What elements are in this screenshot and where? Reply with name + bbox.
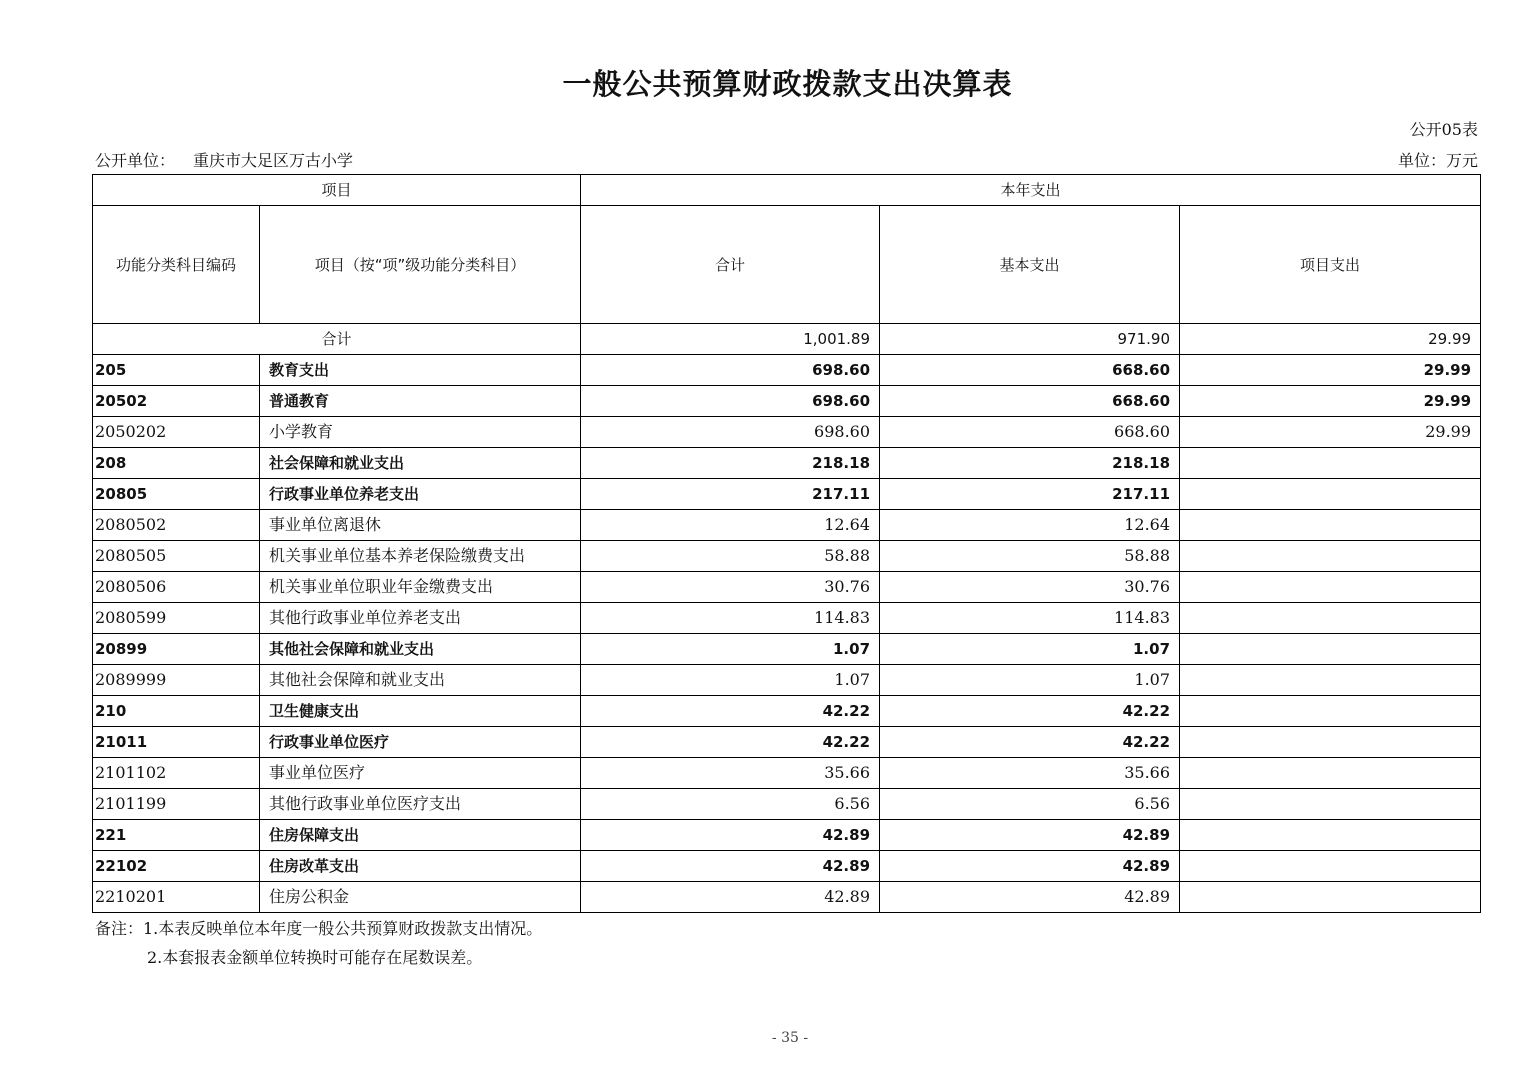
form-number: 公开05表: [1409, 120, 1478, 139]
row-basic: 218.18: [880, 448, 1180, 479]
total-label: 合计: [93, 324, 581, 355]
table-row: [93, 479, 1481, 510]
table-row: [93, 851, 1481, 882]
row-code: 22102: [93, 851, 260, 882]
row-code: 20805: [93, 479, 260, 510]
row-name: 其他行政事业单位医疗支出: [260, 789, 581, 820]
row-total: 218.18: [581, 448, 880, 479]
page-number: - 35 -: [771, 1030, 809, 1046]
expenditure-table: [92, 174, 1481, 913]
header-total: 合计: [581, 206, 880, 324]
row-basic: 12.64: [880, 510, 1180, 541]
row-name: 社会保障和就业支出: [260, 448, 581, 479]
row-basic: 30.76: [880, 572, 1180, 603]
row-name: 住房公积金: [260, 882, 581, 913]
row-project: [1180, 882, 1481, 913]
row-project: [1180, 696, 1481, 727]
row-total: 35.66: [581, 758, 880, 789]
table-row: [93, 789, 1481, 820]
notes: [95, 914, 542, 972]
row-total: 42.22: [581, 696, 880, 727]
row-project: [1180, 727, 1481, 758]
table-row: [93, 758, 1481, 789]
header-project: 项目: [93, 175, 581, 206]
total-amount: 1,001.89: [581, 324, 880, 355]
row-basic: 668.60: [880, 417, 1180, 448]
table-row: [93, 417, 1481, 448]
header-name: 项目（按“项”级功能分类科目）: [260, 206, 581, 324]
total-project: 29.99: [1180, 324, 1481, 355]
row-basic: 42.89: [880, 882, 1180, 913]
unit-name: 重庆市大足区万古小学: [193, 151, 354, 170]
reporting-unit: [95, 148, 353, 171]
row-total: 12.64: [581, 510, 880, 541]
row-project: [1180, 789, 1481, 820]
row-basic: 668.60: [880, 386, 1180, 417]
row-code: 20502: [93, 386, 260, 417]
unit-label: 公开单位：: [95, 151, 176, 170]
row-project: [1180, 572, 1481, 603]
row-code: 21011: [93, 727, 260, 758]
row-basic: 114.83: [880, 603, 1180, 634]
row-basic: 1.07: [880, 634, 1180, 665]
row-total: 58.88: [581, 541, 880, 572]
row-code: 2210201: [93, 882, 260, 913]
row-project: [1180, 820, 1481, 851]
table-row: [93, 634, 1481, 665]
note-2: 2.本套报表金额单位转换时可能存在尾数误差。: [147, 948, 483, 967]
row-name: 行政事业单位医疗: [260, 727, 581, 758]
row-basic: 58.88: [880, 541, 1180, 572]
row-name: 其他社会保障和就业支出: [260, 634, 581, 665]
row-basic: 217.11: [880, 479, 1180, 510]
row-basic: 668.60: [880, 355, 1180, 386]
row-name: 其他行政事业单位养老支出: [260, 603, 581, 634]
row-name: 机关事业单位职业年金缴费支出: [260, 572, 581, 603]
row-total: 42.89: [581, 851, 880, 882]
table-row: [93, 448, 1481, 479]
row-project: [1180, 603, 1481, 634]
row-code: 2080505: [93, 541, 260, 572]
row-name: 住房改革支出: [260, 851, 581, 882]
header-project-exp: 项目支出: [1180, 206, 1481, 324]
page-title: 一般公共预算财政拨款支出决算表: [562, 67, 1013, 101]
table-row: [93, 541, 1481, 572]
row-total: 30.76: [581, 572, 880, 603]
row-code: 208: [93, 448, 260, 479]
total-row: [93, 324, 1481, 355]
row-total: 698.60: [581, 417, 880, 448]
row-project: [1180, 665, 1481, 696]
row-code: 2050202: [93, 417, 260, 448]
row-name: 卫生健康支出: [260, 696, 581, 727]
row-name: 其他社会保障和就业支出: [260, 665, 581, 696]
row-total: 698.60: [581, 386, 880, 417]
row-basic: 1.07: [880, 665, 1180, 696]
row-total: 1.07: [581, 665, 880, 696]
row-total: 1.07: [581, 634, 880, 665]
row-code: 221: [93, 820, 260, 851]
table-row: [93, 510, 1481, 541]
table-row: [93, 603, 1481, 634]
table-row: [93, 727, 1481, 758]
row-total: 698.60: [581, 355, 880, 386]
row-total: 42.22: [581, 727, 880, 758]
total-basic: 971.90: [880, 324, 1180, 355]
row-code: 2080599: [93, 603, 260, 634]
row-project: [1180, 541, 1481, 572]
row-code: 2101199: [93, 789, 260, 820]
row-total: 42.89: [581, 820, 880, 851]
row-code: 2089999: [93, 665, 260, 696]
table-row: [93, 665, 1481, 696]
row-project: 29.99: [1180, 355, 1481, 386]
row-project: [1180, 634, 1481, 665]
row-total: 217.11: [581, 479, 880, 510]
row-project: [1180, 851, 1481, 882]
table-row: [93, 572, 1481, 603]
header-code: 功能分类科目编码: [93, 206, 260, 324]
currency-unit: 单位：万元: [1397, 151, 1478, 170]
row-code: 2101102: [93, 758, 260, 789]
row-project: 29.99: [1180, 386, 1481, 417]
row-name: 小学教育: [260, 417, 581, 448]
row-code: 2080506: [93, 572, 260, 603]
row-name: 事业单位医疗: [260, 758, 581, 789]
row-code: 210: [93, 696, 260, 727]
row-project: [1180, 758, 1481, 789]
row-name: 住房保障支出: [260, 820, 581, 851]
row-name: 事业单位离退休: [260, 510, 581, 541]
header-current-year: 本年支出: [581, 175, 1481, 206]
row-project: [1180, 448, 1481, 479]
row-project: [1180, 479, 1481, 510]
header-basic: 基本支出: [880, 206, 1180, 324]
row-basic: 42.89: [880, 851, 1180, 882]
row-name: 普通教育: [260, 386, 581, 417]
table-row: [93, 882, 1481, 913]
row-basic: 35.66: [880, 758, 1180, 789]
row-code: 2080502: [93, 510, 260, 541]
row-project: 29.99: [1180, 417, 1481, 448]
row-name: 机关事业单位基本养老保险缴费支出: [260, 541, 581, 572]
row-total: 114.83: [581, 603, 880, 634]
note-1: 备注：1.本表反映单位本年度一般公共预算财政拨款支出情况。: [95, 919, 543, 938]
row-basic: 42.22: [880, 696, 1180, 727]
table-row: [93, 355, 1481, 386]
row-name: 行政事业单位养老支出: [260, 479, 581, 510]
row-total: 6.56: [581, 789, 880, 820]
table-row: [93, 820, 1481, 851]
row-project: [1180, 510, 1481, 541]
table-row: [93, 386, 1481, 417]
row-basic: 42.22: [880, 727, 1180, 758]
table-row: [93, 696, 1481, 727]
row-total: 42.89: [581, 882, 880, 913]
row-name: 教育支出: [260, 355, 581, 386]
row-code: 205: [93, 355, 260, 386]
row-basic: 6.56: [880, 789, 1180, 820]
row-code: 20899: [93, 634, 260, 665]
row-basic: 42.89: [880, 820, 1180, 851]
